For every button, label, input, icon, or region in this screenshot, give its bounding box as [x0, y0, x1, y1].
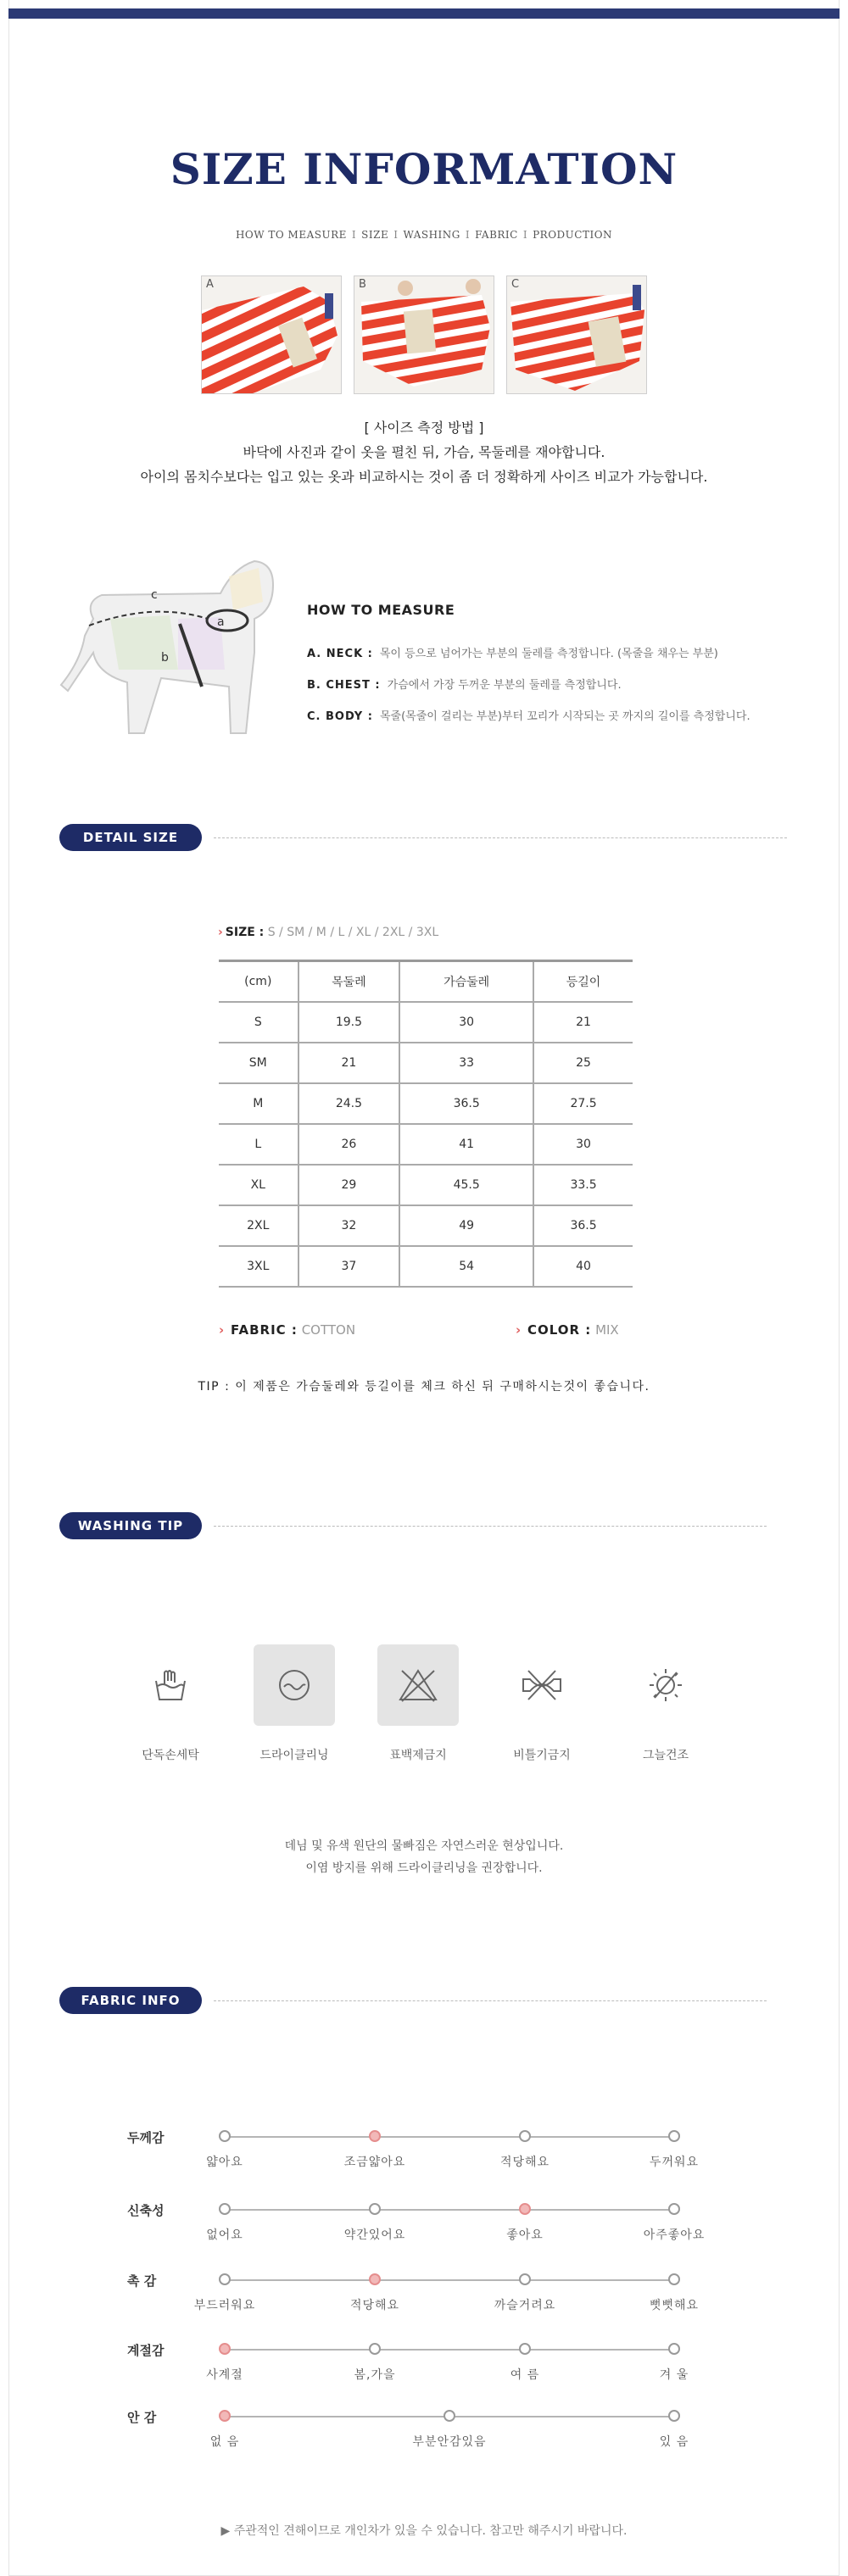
- fabric-scale-option: 약간있어요: [343, 2228, 406, 2242]
- wash-label: 단독손세탁: [142, 1749, 199, 1762]
- measure-desc: 가슴에서 가장 두꺼운 부분의 둘레를 측정합니다.: [387, 679, 622, 692]
- fabric-scale-dot: [369, 2343, 381, 2355]
- color-value: MIX: [595, 1322, 619, 1338]
- wash-icon-box: [377, 1644, 459, 1726]
- fabric-scale-dot-selected: [219, 2410, 231, 2422]
- label-a: a: [217, 615, 225, 629]
- table-cell: 21: [298, 1043, 400, 1083]
- washing-tip-heading: WASHING TIP: [59, 1512, 202, 1539]
- measure-instructions: [0, 415, 848, 489]
- wash-icon-box: [254, 1644, 335, 1726]
- nav-production[interactable]: PRODUCTION: [533, 229, 613, 241]
- fabric-scale-option: 사계절: [206, 2368, 243, 2382]
- fabric-scale-dot: [519, 2343, 531, 2355]
- table-cell: 40: [533, 1246, 633, 1287]
- table-cell: 3XL: [219, 1246, 298, 1287]
- table-cell: 30: [533, 1124, 633, 1165]
- table-header: 등길이: [533, 961, 633, 1002]
- table-row: [219, 1246, 633, 1287]
- fabric-scale-option: 있 음: [659, 2435, 689, 2449]
- measure-photo-c: [506, 275, 647, 394]
- wash-icon-box: [625, 1644, 706, 1726]
- fabric-scale-dot: [369, 2203, 381, 2215]
- measure-key: C. BODY :: [307, 710, 373, 723]
- wash-shade-dry: [619, 1644, 712, 1763]
- instructions-heading: [ 사이즈 측정 방법 ]: [364, 420, 484, 436]
- table-cell: L: [219, 1124, 298, 1165]
- fabric-scale-option: 겨 울: [659, 2368, 689, 2382]
- wash-icon-box: [501, 1644, 583, 1726]
- table-cell: XL: [219, 1165, 298, 1205]
- no-bleach-icon: [397, 1666, 439, 1705]
- striped-shirt-image: [202, 276, 342, 394]
- label-b: b: [161, 651, 169, 665]
- fabric-row-label: 안 감: [127, 2410, 157, 2425]
- fabric-scale-option: 부드러워요: [193, 2299, 256, 2312]
- table-cell: 21: [533, 1002, 633, 1043]
- size-list: [218, 926, 438, 939]
- instructions-line-1: 바닥에 사진과 같이 옷을 펼친 뒤, 가슴, 목둘레를 재야합니다.: [243, 444, 605, 460]
- nav-fabric[interactable]: FABRIC: [475, 229, 518, 241]
- fabric-scale-dot: [519, 2130, 531, 2142]
- fabric-scale-dot-selected: [369, 2130, 381, 2142]
- wash-label: 그늘건조: [642, 1749, 689, 1762]
- table-cell: 49: [399, 1205, 533, 1246]
- table-header: 목둘레: [298, 961, 400, 1002]
- wash-hand-wash: [124, 1644, 217, 1763]
- washing-note-line-2: 이염 방지를 위해 드라이클리닝을 권장합니다.: [305, 1861, 543, 1875]
- wash-icon-box: [130, 1644, 211, 1726]
- striped-shirt-image: [354, 276, 494, 394]
- fabric-row-label: 신축성: [127, 2203, 165, 2218]
- fabric-scale-option: 조금얇아요: [343, 2156, 406, 2169]
- fabric-scale-option: 여 름: [510, 2368, 540, 2382]
- table-cell: 30: [399, 1002, 533, 1043]
- photo-tag: C: [511, 278, 520, 291]
- striped-shirt-image: [507, 276, 647, 394]
- size-table: [219, 960, 633, 1288]
- table-cell: S: [219, 1002, 298, 1043]
- fabric-scale-dot: [668, 2273, 680, 2285]
- table-header-row: [219, 961, 633, 1002]
- fabric-scale-option: 뻣뻣해요: [649, 2299, 700, 2312]
- table-cell: 45.5: [399, 1165, 533, 1205]
- fabric-info-heading: FABRIC INFO: [59, 1987, 202, 2014]
- fabric-scale-dot: [219, 2130, 231, 2142]
- wash-label: 표백제금지: [389, 1749, 447, 1762]
- table-cell: 33.5: [533, 1165, 633, 1205]
- fabric-scale-dot: [519, 2273, 531, 2285]
- table-cell: 2XL: [219, 1205, 298, 1246]
- fabric-scale-option: 아주좋아요: [643, 2228, 706, 2242]
- size-list-label: SIZE :: [225, 926, 265, 939]
- fabric-scale-option: 두꺼워요: [649, 2156, 700, 2169]
- table-cell: 27.5: [533, 1083, 633, 1124]
- table-cell: 32: [298, 1205, 400, 1246]
- fabric-scale-dot: [219, 2203, 231, 2215]
- table-header: 가슴둘레: [399, 961, 533, 1002]
- nav-size[interactable]: SIZE: [361, 229, 389, 241]
- table-cell: 25: [533, 1043, 633, 1083]
- nav-separator: I: [351, 229, 357, 241]
- measure-photo-b: [354, 275, 494, 394]
- fabric-scale-option: 얇아요: [206, 2156, 243, 2169]
- table-cell: 37: [298, 1246, 400, 1287]
- fabric-scale-option: 없 음: [209, 2435, 240, 2449]
- color-label: COLOR :: [527, 1322, 592, 1338]
- footnote: ▶ 주관적인 견해이므로 개인차가 있을 수 있습니다. 참고만 해주시기 바랍니다.: [220, 2524, 628, 2538]
- dry-clean-icon: [275, 1666, 314, 1705]
- table-row: [219, 1205, 633, 1246]
- table-cell: 29: [298, 1165, 400, 1205]
- top-accent-bar: [8, 8, 840, 19]
- chevron-right-icon: ›: [218, 926, 223, 939]
- nav-separator: I: [465, 229, 471, 241]
- fabric-scale-dot: [668, 2203, 680, 2215]
- measure-photo-a: [201, 275, 342, 394]
- table-row: [219, 1083, 633, 1124]
- fabric-row-label: 촉 감: [127, 2273, 157, 2289]
- table-cell: 36.5: [399, 1083, 533, 1124]
- fabric-scale-option: 적당해요: [349, 2299, 400, 2312]
- wash-label: 드라이클리닝: [259, 1749, 329, 1762]
- table-cell: 54: [399, 1246, 533, 1287]
- fabric-scale-option: 봄,가을: [354, 2368, 396, 2382]
- table-row: [219, 1165, 633, 1205]
- fabric-summary: [219, 1322, 355, 1338]
- fabric-scale-track: [225, 2349, 674, 2351]
- photo-tag: B: [359, 278, 366, 291]
- page-title: SIZE INFORMATION: [170, 144, 678, 194]
- wash-no-bleach: [371, 1644, 465, 1763]
- hand-wash-icon: [151, 1666, 190, 1705]
- section-divider: [214, 1526, 767, 1527]
- fabric-scale-option: 까슬거려요: [494, 2299, 556, 2312]
- chevron-right-icon: ›: [516, 1322, 522, 1338]
- fabric-scale-option: 좋아요: [506, 2228, 544, 2242]
- table-cell: 26: [298, 1124, 400, 1165]
- fabric-scale-option: 없어요: [206, 2228, 243, 2242]
- size-list-values: S / SM / M / L / XL / 2XL / 3XL: [267, 926, 439, 939]
- measure-key: A. NECK :: [307, 648, 373, 660]
- fabric-scale-dot: [668, 2343, 680, 2355]
- wash-no-wring: [495, 1644, 589, 1763]
- fabric-scale-dot-selected: [369, 2273, 381, 2285]
- how-to-measure-title: HOW TO MEASURE: [307, 602, 455, 618]
- label-c: c: [151, 588, 158, 602]
- table-cell: SM: [219, 1043, 298, 1083]
- fabric-scale-option: 부분안감있음: [412, 2435, 487, 2449]
- section-divider: [214, 837, 787, 838]
- measure-desc: 목이 등으로 넘어가는 부분의 둘레를 측정합니다. (목줄을 채우는 부분): [379, 648, 718, 660]
- nav-separator: I: [393, 229, 399, 241]
- section-nav: [0, 229, 848, 241]
- nav-washing[interactable]: WASHING: [403, 229, 460, 241]
- no-wring-icon: [520, 1666, 564, 1705]
- chevron-right-icon: ›: [219, 1322, 225, 1338]
- table-cell: 41: [399, 1124, 533, 1165]
- fabric-scale-track: [225, 2136, 674, 2138]
- dog-measure-diagram: [51, 542, 288, 746]
- table-cell: 33: [399, 1043, 533, 1083]
- color-summary: [516, 1322, 619, 1338]
- measure-desc: 목줄(목줄이 걸리는 부분)부터 꼬리가 시작되는 곳 까지의 길이를 측정합니다.: [379, 710, 750, 723]
- table-row: [219, 1043, 633, 1083]
- fabric-row-label: 두께감: [127, 2130, 165, 2145]
- detail-size-heading: DETAIL SIZE: [59, 824, 202, 851]
- fabric-scale-dot-selected: [519, 2203, 531, 2215]
- nav-separator: I: [522, 229, 528, 241]
- table-cell: M: [219, 1083, 298, 1124]
- table-header: (cm): [219, 961, 298, 1002]
- fabric-label: FABRIC :: [230, 1322, 298, 1338]
- washing-note: [0, 1835, 848, 1879]
- section-divider: [214, 2000, 767, 2001]
- nav-how-to-measure[interactable]: HOW TO MEASURE: [235, 229, 347, 241]
- table-row: [219, 1002, 633, 1043]
- wash-label: 비틀기금지: [513, 1749, 571, 1762]
- size-tip: TIP : 이 제품은 가슴둘레와 등길이를 체크 하신 뒤 구매하시는것이 좋습니다.: [198, 1380, 650, 1394]
- fabric-scale-dot: [668, 2130, 680, 2142]
- fabric-scale-dot: [668, 2410, 680, 2422]
- table-cell: 19.5: [298, 1002, 400, 1043]
- measure-body: [307, 707, 750, 723]
- fabric-scale-dot: [219, 2273, 231, 2285]
- wash-dry-clean: [248, 1644, 341, 1763]
- fabric-scale-track: [225, 2209, 674, 2211]
- photo-tag: A: [206, 278, 214, 291]
- fabric-scale-track: [225, 2279, 674, 2281]
- fabric-scale-option: 적당해요: [499, 2156, 550, 2169]
- shade-dry-icon: [646, 1666, 685, 1705]
- measure-key: B. CHEST :: [307, 679, 381, 692]
- washing-note-line-1: 데님 및 유색 원단의 물빠짐은 자연스러운 현상입니다.: [284, 1839, 564, 1853]
- fabric-scale-dot-selected: [219, 2343, 231, 2355]
- instructions-line-2: 아이의 몸치수보다는 입고 있는 옷과 비교하시는 것이 좀 더 정확하게 사이즈 비교가 가능합니다.: [140, 469, 708, 485]
- measure-chest: [307, 676, 622, 692]
- fabric-scale-dot: [444, 2410, 455, 2422]
- fabric-value: COTTON: [301, 1322, 356, 1338]
- fabric-row-label: 계절감: [127, 2343, 165, 2358]
- measure-neck: [307, 644, 718, 660]
- table-cell: 24.5: [298, 1083, 400, 1124]
- table-cell: 36.5: [533, 1205, 633, 1246]
- table-row: [219, 1124, 633, 1165]
